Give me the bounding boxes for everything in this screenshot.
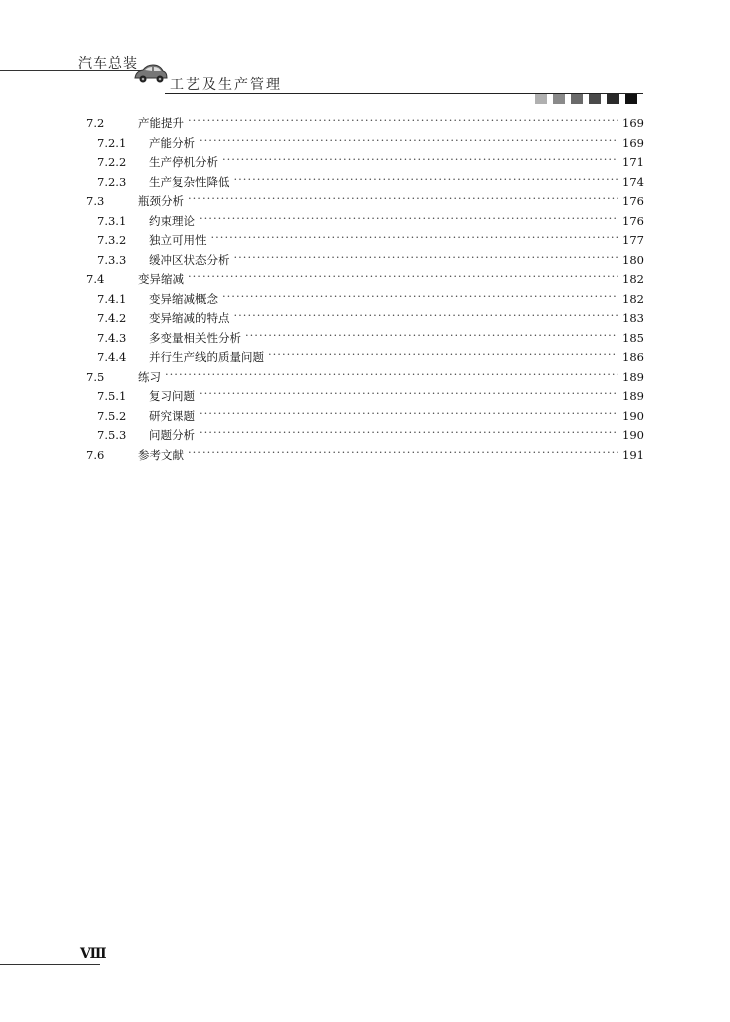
footer-divider — [0, 964, 100, 965]
toc-entry-title: 练习 — [138, 369, 161, 384]
toc-entry-title: 变异缩减概念 — [149, 291, 218, 306]
toc-entry-number: 7.2.1 — [97, 135, 127, 150]
decoration-square — [589, 94, 601, 104]
toc-leader-dots — [222, 287, 618, 307]
decoration-square — [535, 94, 547, 104]
decoration-square — [571, 94, 583, 104]
toc-entry-title: 独立可用性 — [149, 233, 207, 247]
toc-entry-page: 186 — [622, 350, 644, 364]
book-subtitle: 工艺及生产管理 — [170, 77, 282, 93]
toc-entry-number: 7.3.2 — [97, 233, 127, 247]
toc-leader-dots — [199, 423, 618, 443]
toc-leader-dots — [165, 365, 618, 385]
toc-entry-number: 7.4.4 — [97, 350, 127, 364]
toc-leader-dots — [268, 345, 618, 365]
toc-entry-page: 182 — [622, 291, 644, 306]
toc-entry-title: 产能提升 — [138, 116, 184, 130]
toc-entry-page: 177 — [622, 233, 644, 247]
toc-entry-title: 研究课题 — [149, 408, 195, 423]
toc-entry-page: 180 — [622, 252, 644, 267]
toc-entry-title: 生产复杂性降低 — [149, 174, 230, 189]
toc-leader-dots — [222, 150, 618, 170]
toc-entry-page: 189 — [622, 389, 644, 403]
toc-entry-number: 7.5.1 — [97, 389, 127, 403]
toc-entry-number: 7.4 — [86, 272, 105, 286]
table-of-contents — [86, 114, 644, 465]
toc-entry-page: 189 — [622, 369, 644, 384]
toc-entry-number: 7.2.2 — [97, 155, 127, 169]
decoration-square — [607, 94, 619, 104]
book-title: 汽车总装 — [78, 56, 138, 72]
page-number: Ⅷ — [80, 946, 107, 962]
toc-leader-dots — [234, 170, 619, 190]
toc-entry-number: 7.2 — [86, 116, 105, 130]
toc-entry-number: 7.3.1 — [97, 213, 127, 228]
toc-entry-title: 问题分析 — [149, 428, 195, 442]
toc-entry[interactable] — [86, 446, 644, 466]
toc-entry-title: 生产停机分析 — [149, 155, 218, 169]
toc-entry-number: 7.4.3 — [97, 330, 127, 345]
toc-entry-title: 缓冲区状态分析 — [149, 252, 230, 267]
toc-entry-page: 174 — [622, 174, 644, 189]
toc-leader-dots — [188, 267, 618, 287]
toc-entry-title: 变异缩减的特点 — [149, 311, 230, 325]
toc-entry-number: 7.4.1 — [97, 291, 127, 306]
toc-entry-number: 7.2.3 — [97, 174, 127, 189]
toc-entry-title: 并行生产线的质量问题 — [149, 350, 264, 364]
toc-leader-dots — [199, 404, 618, 424]
toc-entry-number: 7.4.2 — [97, 311, 127, 325]
toc-entry-page: 176 — [622, 213, 644, 228]
toc-entry-number: 7.5.3 — [97, 428, 127, 442]
toc-entry-number: 7.3.3 — [97, 252, 127, 267]
toc-leader-dots — [199, 131, 618, 151]
decoration-square — [553, 94, 565, 104]
toc-entry-title: 多变量相关性分析 — [149, 330, 241, 345]
toc-entry-number: 7.5.2 — [97, 408, 127, 423]
header-divider-top — [0, 70, 148, 71]
toc-leader-dots — [199, 209, 618, 229]
header-decoration — [535, 94, 637, 104]
toc-leader-dots — [234, 306, 619, 326]
toc-entry-number: 7.6 — [86, 447, 105, 462]
toc-leader-dots — [188, 111, 618, 131]
toc-entry-title: 变异缩减 — [138, 272, 184, 286]
toc-entry-number: 7.5 — [86, 369, 105, 384]
toc-entry-title: 复习问题 — [149, 389, 195, 403]
toc-entry-title: 产能分析 — [149, 135, 195, 150]
toc-entry-page: 182 — [622, 272, 644, 286]
toc-leader-dots — [188, 189, 618, 209]
toc-entry-page: 169 — [622, 116, 644, 130]
toc-entry-page: 191 — [622, 447, 644, 462]
toc-entry-page: 183 — [622, 311, 644, 325]
toc-entry-title: 参考文献 — [138, 447, 184, 462]
toc-entry-page: 169 — [622, 135, 644, 150]
toc-entry-title: 约束理论 — [149, 213, 195, 228]
toc-entry-page: 190 — [622, 428, 644, 442]
toc-entry-title: 瓶颈分析 — [138, 194, 184, 208]
toc-leader-dots — [199, 384, 618, 404]
toc-leader-dots — [188, 443, 618, 463]
toc-leader-dots — [234, 248, 619, 268]
decoration-square — [625, 94, 637, 104]
toc-entry-page: 176 — [622, 194, 644, 208]
toc-leader-dots — [245, 326, 618, 346]
toc-entry-page: 171 — [622, 155, 644, 169]
toc-entry-number: 7.3 — [86, 194, 105, 208]
toc-leader-dots — [211, 228, 619, 248]
toc-entry-page: 190 — [622, 408, 644, 423]
toc-entry-page: 185 — [622, 330, 644, 345]
car-icon — [133, 62, 169, 84]
